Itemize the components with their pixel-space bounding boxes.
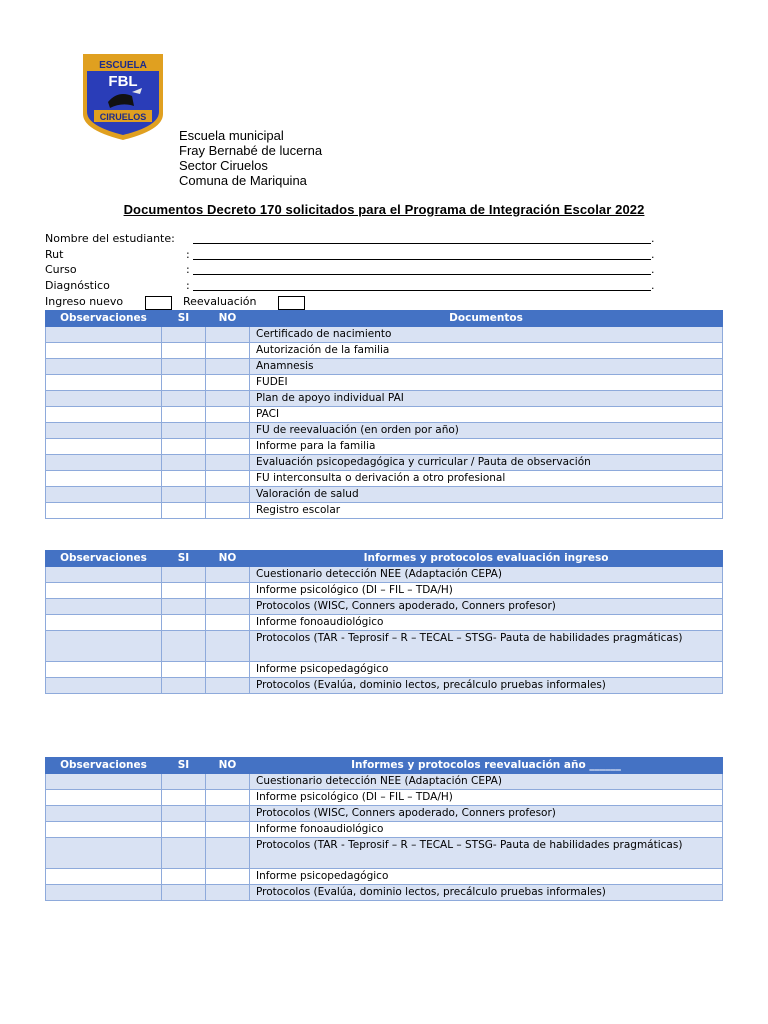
table-row — [46, 822, 723, 838]
no-cell[interactable] — [206, 678, 250, 694]
no-cell[interactable] — [206, 487, 250, 503]
document-name-cell: Autorización de la familia — [250, 343, 723, 359]
table-row — [46, 662, 723, 678]
si-cell[interactable] — [162, 631, 206, 662]
table-row — [46, 567, 723, 583]
document-name-cell: Protocolos (WISC, Conners apoderado, Conners profesor) — [250, 599, 723, 615]
no-cell[interactable] — [206, 439, 250, 455]
observaciones-cell[interactable] — [46, 806, 162, 822]
field-label: Diagnóstico — [45, 278, 110, 292]
si-cell[interactable] — [162, 678, 206, 694]
header-informes-ingreso: Informes y protocolos evaluación ingreso — [250, 551, 723, 567]
si-cell[interactable] — [162, 391, 206, 407]
school-line-2: Fray Bernabé de lucerna — [179, 143, 323, 158]
document-name-cell: Protocolos (Evalúa, dominio lectos, precálculo pruebas informales) — [250, 885, 723, 901]
no-cell[interactable] — [206, 471, 250, 487]
school-logo — [80, 52, 166, 142]
table-row — [46, 343, 723, 359]
table-row — [46, 487, 723, 503]
table-header — [46, 551, 723, 567]
no-cell[interactable] — [206, 343, 250, 359]
document-name-cell: Informe psicológico (DI – FIL – TDA/H) — [250, 790, 723, 806]
field-line[interactable] — [193, 243, 651, 244]
table-row — [46, 359, 723, 375]
si-cell[interactable] — [162, 583, 206, 599]
header-observaciones: Observaciones — [46, 311, 162, 327]
no-cell[interactable] — [206, 391, 250, 407]
table-row — [46, 375, 723, 391]
table-row — [46, 471, 723, 487]
si-cell[interactable] — [162, 567, 206, 583]
documents-table — [45, 310, 723, 519]
si-cell[interactable] — [162, 359, 206, 375]
logo-middle-text: FBL — [108, 73, 138, 90]
field-line[interactable] — [193, 274, 651, 275]
field-line[interactable] — [193, 259, 651, 260]
header-documentos: Documentos — [250, 311, 723, 327]
si-cell[interactable] — [162, 503, 206, 519]
table-row — [46, 439, 723, 455]
document-name-cell: Protocolos (WISC, Conners apoderado, Conners profesor) — [250, 806, 723, 822]
si-cell[interactable] — [162, 822, 206, 838]
observaciones-cell[interactable] — [46, 455, 162, 471]
header-si: SI — [162, 551, 206, 567]
school-line-3: Sector Ciruelos — [179, 158, 268, 173]
observaciones-cell[interactable] — [46, 567, 162, 583]
field-label: Rut — [45, 247, 64, 261]
document-name-cell: Certificado de nacimiento — [250, 327, 723, 343]
no-cell[interactable] — [206, 567, 250, 583]
table-header — [46, 311, 723, 327]
school-info — [179, 128, 322, 188]
si-cell[interactable] — [162, 375, 206, 391]
observaciones-cell[interactable] — [46, 503, 162, 519]
no-cell[interactable] — [206, 615, 250, 631]
si-cell[interactable] — [162, 838, 206, 869]
observaciones-cell[interactable] — [46, 471, 162, 487]
si-cell[interactable] — [162, 455, 206, 471]
observaciones-cell[interactable] — [46, 439, 162, 455]
header-observaciones: Observaciones — [46, 758, 162, 774]
document-name-cell: Evaluación psicopedagógica y curricular / Pauta de observación — [250, 455, 723, 471]
document-title: Documentos Decreto 170 solicitados para el Programa de Integración Escolar 2022 — [123, 202, 645, 217]
school-line-4: Comuna de Mariquina — [179, 173, 307, 188]
no-cell[interactable] — [206, 599, 250, 615]
observaciones-cell[interactable] — [46, 327, 162, 343]
ingreso-nuevo-label: Ingreso nuevo — [45, 295, 124, 308]
no-cell[interactable] — [206, 583, 250, 599]
si-cell[interactable] — [162, 471, 206, 487]
ingreso-nuevo-checkbox[interactable] — [145, 296, 172, 310]
document-name-cell: Protocolos (TAR - Teprosif – R – TECAL – STSG- Pauta de habilidades pragmáticas) — [250, 631, 723, 662]
si-cell[interactable] — [162, 423, 206, 439]
field-line[interactable] — [193, 290, 651, 291]
document-name-cell: FU interconsulta o derivación a otro profesional — [250, 471, 723, 487]
observaciones-cell[interactable] — [46, 343, 162, 359]
si-cell[interactable] — [162, 439, 206, 455]
table-row — [46, 407, 723, 423]
reevaluacion-reports-table — [45, 757, 723, 901]
observaciones-cell[interactable] — [46, 487, 162, 503]
no-cell[interactable] — [206, 774, 250, 790]
logo-bottom-text: CIRUELOS — [99, 112, 147, 122]
table-row — [46, 885, 723, 901]
document-name-cell: Cuestionario detección NEE (Adaptación CEPA) — [250, 567, 723, 583]
no-cell[interactable] — [206, 423, 250, 439]
si-cell[interactable] — [162, 599, 206, 615]
table-row — [46, 774, 723, 790]
header-no: NO — [206, 311, 250, 327]
document-name-cell: Valoración de salud — [250, 487, 723, 503]
no-cell[interactable] — [206, 869, 250, 885]
field-label: Curso — [45, 263, 77, 277]
no-cell[interactable] — [206, 790, 250, 806]
document-name-cell: FUDEI — [250, 375, 723, 391]
no-cell[interactable] — [206, 838, 250, 869]
observaciones-cell[interactable] — [46, 631, 162, 662]
header-no: NO — [206, 758, 250, 774]
document-name-cell: Informe psicológico (DI – FIL – TDA/H) — [250, 583, 723, 599]
observaciones-cell[interactable] — [46, 407, 162, 423]
no-cell[interactable] — [206, 359, 250, 375]
observaciones-cell[interactable] — [46, 391, 162, 407]
no-cell[interactable] — [206, 407, 250, 423]
document-name-cell: Informe psicopedagógico — [250, 869, 723, 885]
si-cell[interactable] — [162, 327, 206, 343]
document-name-cell: Informe para la familia — [250, 439, 723, 455]
document-name-cell: Anamnesis — [250, 359, 723, 375]
table-row — [46, 615, 723, 631]
si-cell[interactable] — [162, 615, 206, 631]
document-name-cell: Informe fonoaudiológico — [250, 822, 723, 838]
table-row — [46, 423, 723, 439]
observaciones-cell[interactable] — [46, 774, 162, 790]
document-name-cell: PACI — [250, 407, 723, 423]
observaciones-cell[interactable] — [46, 885, 162, 901]
observaciones-cell[interactable] — [46, 822, 162, 838]
no-cell[interactable] — [206, 503, 250, 519]
no-cell[interactable] — [206, 455, 250, 471]
document-name-cell: FU de reevaluación (en orden por año) — [250, 423, 723, 439]
observaciones-cell[interactable] — [46, 423, 162, 439]
school-line-1: Escuela municipal — [179, 128, 284, 143]
table-row — [46, 583, 723, 599]
si-cell[interactable] — [162, 487, 206, 503]
document-name-cell: Protocolos (Evalúa, dominio lectos, precálculo pruebas informales) — [250, 678, 723, 694]
si-cell[interactable] — [162, 885, 206, 901]
table-row — [46, 838, 723, 869]
reevaluacion-label: Reevaluación — [183, 295, 257, 308]
table-header — [46, 758, 723, 774]
observaciones-cell[interactable] — [46, 662, 162, 678]
table-row — [46, 869, 723, 885]
observaciones-cell[interactable] — [46, 359, 162, 375]
ingreso-row — [45, 295, 345, 311]
si-cell[interactable] — [162, 774, 206, 790]
table-row — [46, 806, 723, 822]
table-row — [46, 599, 723, 615]
si-cell[interactable] — [162, 407, 206, 423]
document-name-cell: Cuestionario detección NEE (Adaptación CEPA) — [250, 774, 723, 790]
document-name-cell: Registro escolar — [250, 503, 723, 519]
no-cell[interactable] — [206, 375, 250, 391]
table-row — [46, 327, 723, 343]
reevaluacion-checkbox[interactable] — [278, 296, 305, 310]
si-cell[interactable] — [162, 662, 206, 678]
table-row — [46, 678, 723, 694]
header-observaciones: Observaciones — [46, 551, 162, 567]
table-row — [46, 455, 723, 471]
document-name-cell: Informe fonoaudiológico — [250, 615, 723, 631]
si-cell[interactable] — [162, 343, 206, 359]
document-name-cell: Protocolos (TAR - Teprosif – R – TECAL – STSG- Pauta de habilidades pragmáticas) — [250, 838, 723, 869]
si-cell[interactable] — [162, 806, 206, 822]
observaciones-cell[interactable] — [46, 790, 162, 806]
document-name-cell: Informe psicopedagógico — [250, 662, 723, 678]
no-cell[interactable] — [206, 885, 250, 901]
table-row — [46, 391, 723, 407]
header-si: SI — [162, 758, 206, 774]
field-label: Nombre del estudiante: — [45, 232, 175, 245]
si-cell[interactable] — [162, 869, 206, 885]
observaciones-cell[interactable] — [46, 615, 162, 631]
no-cell[interactable] — [206, 662, 250, 678]
observaciones-cell[interactable] — [46, 583, 162, 599]
header-no: NO — [206, 551, 250, 567]
no-cell[interactable] — [206, 822, 250, 838]
observaciones-cell[interactable] — [46, 375, 162, 391]
table-row — [46, 503, 723, 519]
ingreso-reports-table — [45, 550, 723, 694]
header-informes-reevaluacion: Informes y protocolos reevaluación año ______ — [250, 758, 723, 774]
table-row — [46, 790, 723, 806]
logo-top-text: ESCUELA — [99, 60, 147, 71]
header-si: SI — [162, 311, 206, 327]
table-row — [46, 631, 723, 662]
no-cell[interactable] — [206, 806, 250, 822]
observaciones-cell[interactable] — [46, 838, 162, 869]
observaciones-cell[interactable] — [46, 869, 162, 885]
no-cell[interactable] — [206, 327, 250, 343]
si-cell[interactable] — [162, 790, 206, 806]
document-name-cell: Plan de apoyo individual PAI — [250, 391, 723, 407]
no-cell[interactable] — [206, 631, 250, 662]
observaciones-cell[interactable] — [46, 599, 162, 615]
observaciones-cell[interactable] — [46, 678, 162, 694]
